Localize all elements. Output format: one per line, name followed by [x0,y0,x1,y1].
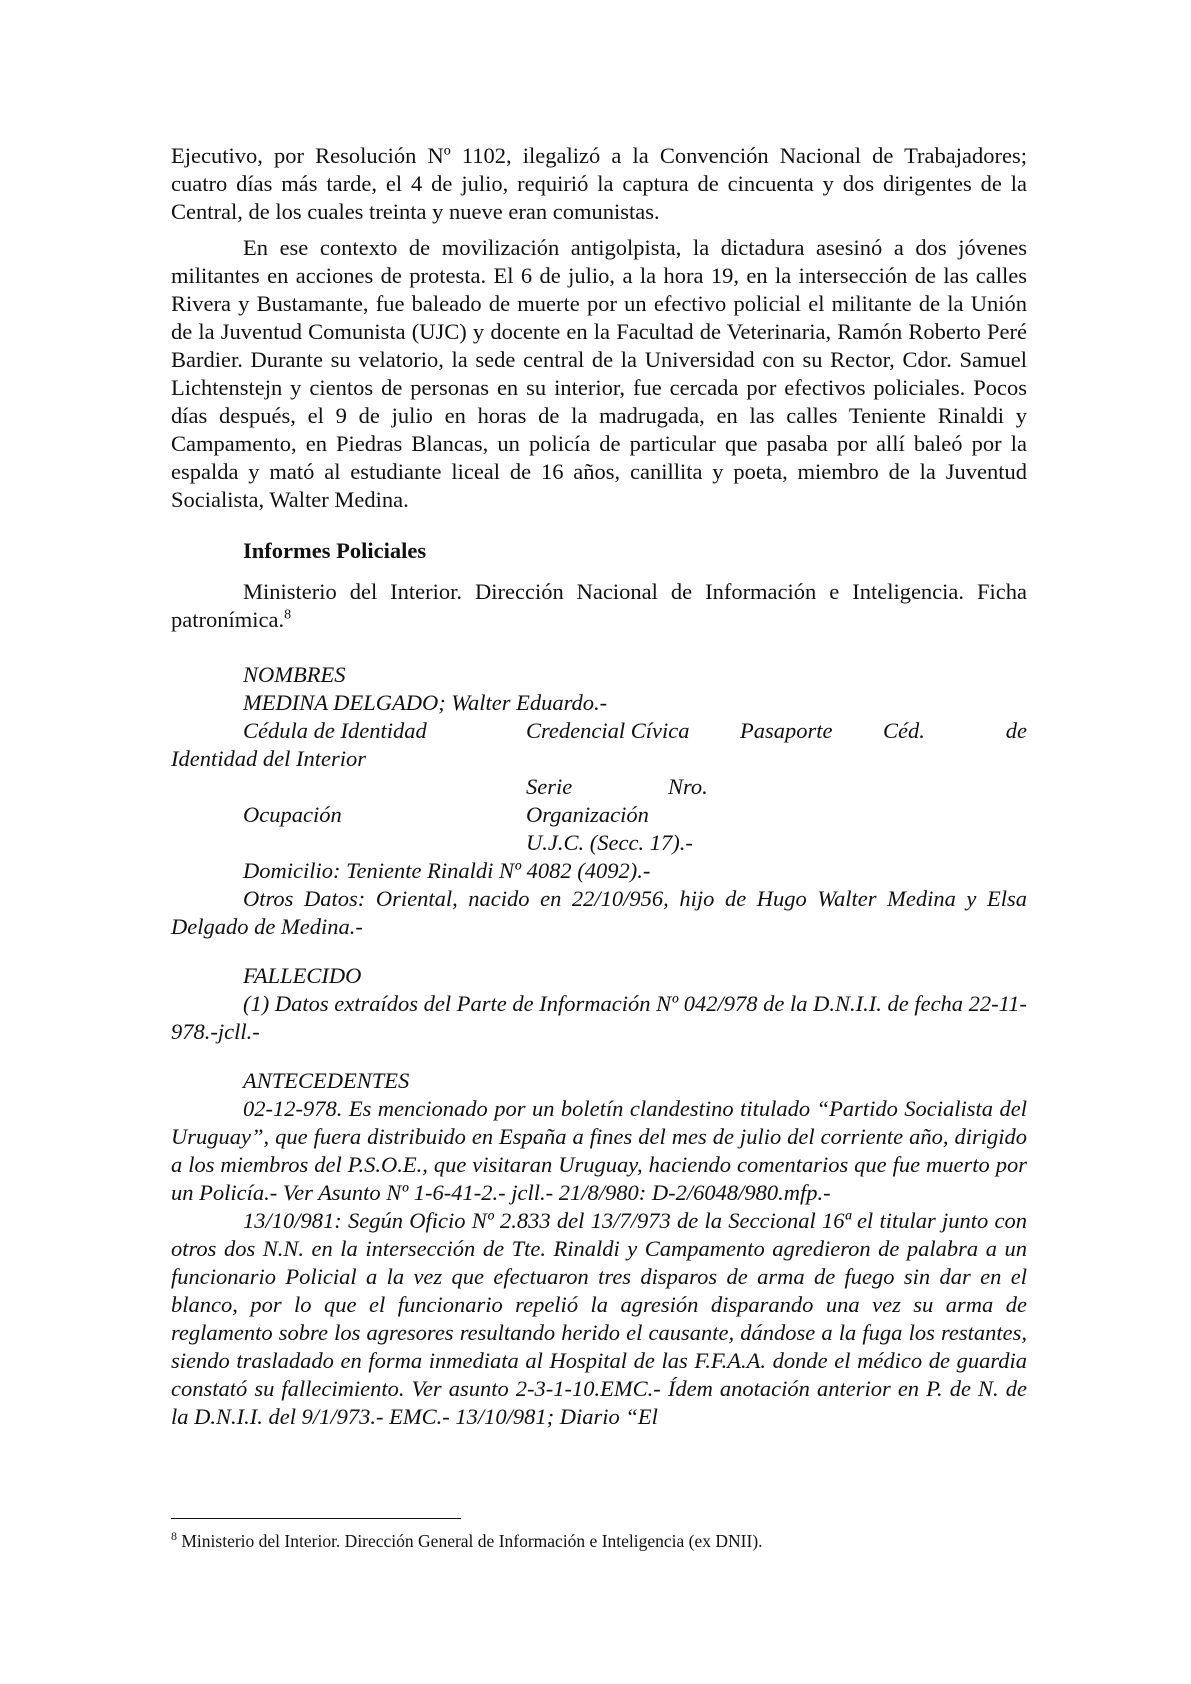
section-heading: Informes Policiales [243,538,427,563]
credencial-label: Credencial Cívica [526,718,690,743]
footnote-divider [171,1518,461,1519]
ced-label: Céd. [883,718,925,743]
fallecido-label: FALLECIDO [243,963,362,988]
ficha-row-ocupacion [171,801,1027,829]
pasaporte-label: Pasaporte [740,718,833,743]
nombre-valor: MEDINA DELGADO; Walter Eduardo.- [243,690,608,715]
body-text-top [171,142,1027,514]
section-intro [171,578,1027,634]
ficha-row-organizacion [171,829,1027,857]
paragraph-2: En ese contexto de movilización antigolpista, la dictadura asesinó a dos jóvenes militantes en acciones de protesta. El 6 de julio, a la hora 19, en la intersección de las calles Rivera y Bustamante, fue baleado de muerte por un efectivo policial el militante de la Unión de la Juventud Comunista (UJC) y docente en la Facultad de Veterinaria, Ramón Roberto Peré Bardier. Durante su velatorio, la sede central de la Universidad con su Rector, Cdor. Samuel Lichtenstejn y cientos de personas en su interior, fue cercada por efectivos policiales. Pocos días después, el 9 de julio en horas de la madrugada, en las calles Teniente Rinaldi y Campamento, en Piedras Blancas, un policía de particular que pasaba por allí baleó por la espalda y mató al estudiante liceal de 16 años, canillita y poeta, miembro de la Juventud Socialista, Walter Medina. [171,235,1027,512]
fallecido-texto: (1) Datos extraídos del Parte de Información Nº 042/978 de la D.N.I.I. de fecha 22-11-978.-jcll.- [171,991,1027,1044]
identidad-interior-label: Identidad del Interior [171,746,366,771]
footnote [171,1530,1071,1552]
otros-datos: Otros Datos: Oriental, nacido en 22/10/956, hijo de Hugo Walter Medina y Elsa Delgado de Medina.- [171,886,1027,939]
ocupacion-label: Ocupación [243,802,342,827]
organizacion-label: Organización [526,802,649,827]
antecedentes-label: ANTECEDENTES [243,1068,410,1093]
organizacion-valor: U.J.C. (Secc. 17).- [526,830,693,855]
de-label: de [1005,718,1027,743]
nro-label: Nro. [668,774,708,799]
paragraph-1: Ejecutivo, por Resolución Nº 1102, ilegalizó a la Convención Nacional de Trabajadores; cuatro días más tarde, el 4 de julio, requirió la captura de cincuenta y dos dirigentes de la Central, de los cuales treinta y nueve eran comunistas. [171,143,1027,224]
ficha-patronimica [171,661,1027,1431]
ficha-row-serie [171,773,1027,801]
serie-label: Serie [526,774,573,799]
antecedente-1: 02-12-978. Es mencionado por un boletín clandestino titulado “Partido Socialista del Uruguay”, que fuera distribuido en España a fines del mes de julio del corriente año, dirigido a los miembros del P.S.O.E., que visitaran Uruguay, haciendo comentarios que fue muerto por un Policía.- Ver Asunto Nº 1-6-41-2.- jcll.- 21/8/980: D-2/6048/980.mfp.- [171,1096,1027,1205]
antecedente-2: 13/10/981: Según Oficio Nº 2.833 del 13/7/973 de la Seccional 16ª el titular junto con otros dos N.N. en la intersección de Tte. Rinaldi y Campamento agredieron de palabra a un funcionario Policial a la vez que efectuaron tres disparos de arma de fuego sin dar en el blanco, por lo que el funcionario repelió la agresión disparando una vez su arma de reglamento sobre los agresores resultando herido el causante, dándose a la fuga los restantes, siendo trasladado en forma inmediata al Hospital de las F.F.A.A. donde el médico de guardia constató su fallecimiento. Ver asunto 2-3-1-10.EMC.- Ídem anotación anterior en P. de N. de la D.N.I.I. del 9/1/973.- EMC.- 13/10/981; Diario “El [171,1208,1027,1429]
section-intro-text: Ministerio del Interior. Dirección Nacional de Información e Inteligencia. Ficha patronímica. [171,579,1027,632]
ficha-row-documentos [171,717,1027,745]
section-informes [171,537,1027,634]
cedula-label: Cédula de Identidad [243,718,427,743]
footnote-ref: 8 [284,607,292,623]
domicilio: Domicilio: Teniente Rinaldi Nº 4082 (4092).- [243,858,651,883]
footnote-number: 8 [171,1529,177,1544]
footnote-text: Ministerio del Interior. Dirección General de Información e Inteligencia (ex DNII). [181,1531,763,1551]
nombres-label: NOMBRES [243,662,346,687]
